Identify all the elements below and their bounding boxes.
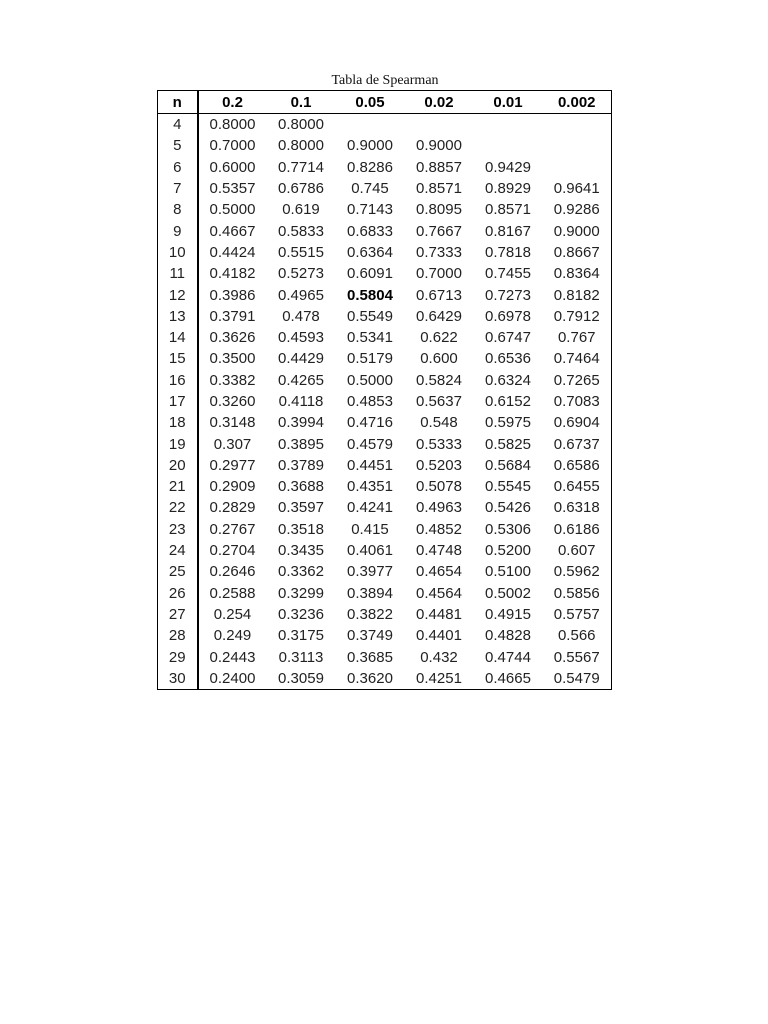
- critical-value-cell: 0.5515: [278, 243, 324, 261]
- critical-value-cell: 0.4748: [416, 542, 462, 560]
- critical-value-cell: 0.6586: [553, 456, 600, 474]
- critical-value-cell: 0.9000: [416, 137, 462, 155]
- critical-value-cell: 0.745: [351, 180, 389, 198]
- critical-value-cell: 0.249: [213, 627, 252, 645]
- critical-value-cell: [543, 135, 612, 156]
- critical-value-cell: 0.3626: [209, 329, 256, 347]
- critical-value-cell: 0.4265: [278, 371, 324, 389]
- critical-value-cell: 0.5962: [553, 563, 600, 581]
- critical-value-cell: 0.5567: [553, 648, 600, 666]
- row-n-cell: 22: [158, 497, 198, 518]
- critical-value-cell: 0.4241: [347, 499, 393, 517]
- row-n-cell: 18: [158, 412, 198, 433]
- critical-value-cell: 0.5825: [485, 435, 531, 453]
- critical-value-cell: 0.8571: [485, 201, 531, 219]
- table-row: [158, 306, 612, 327]
- critical-value-cell: 0.2646: [209, 563, 256, 581]
- critical-value-cell: 0.5357: [209, 180, 256, 198]
- critical-value-cell: 0.622: [420, 329, 458, 347]
- critical-value-cell: 0.4667: [209, 222, 256, 240]
- header-cell-n: n: [158, 91, 198, 114]
- critical-value-cell: 0.548: [420, 414, 458, 432]
- critical-value-cell: 0.5824: [416, 371, 462, 389]
- critical-value-cell: 0.4654: [416, 563, 462, 581]
- critical-value-cell: 0.8857: [416, 158, 462, 176]
- critical-value-cell: 0.4061: [347, 542, 393, 560]
- table-row: [158, 540, 612, 561]
- critical-value-cell: 0.2400: [209, 669, 256, 687]
- critical-value-cell: 0.6978: [485, 307, 531, 325]
- critical-value-cell: 0.9000: [347, 137, 393, 155]
- critical-value-cell: 0.3895: [278, 435, 324, 453]
- critical-value-cell: 0.254: [213, 605, 252, 623]
- header-cell-alpha: 0.05: [336, 91, 405, 114]
- table-row: [158, 497, 612, 518]
- critical-value-cell: 0.5000: [209, 201, 256, 219]
- critical-value-cell: 0.2909: [209, 478, 256, 496]
- critical-value-cell: 0.3986: [209, 286, 256, 304]
- critical-value-cell: [474, 135, 543, 156]
- critical-value-cell: 0.4716: [347, 414, 393, 432]
- critical-value-cell: 0.5479: [553, 669, 600, 687]
- critical-value-cell: 0.4665: [485, 669, 531, 687]
- table-row: [158, 157, 612, 178]
- table-row: [158, 327, 612, 348]
- header-cell-alpha: 0.02: [405, 91, 474, 114]
- table-row: [158, 348, 612, 369]
- critical-value-cell: 0.4429: [278, 350, 324, 368]
- table-row: [158, 284, 612, 305]
- critical-value-cell: 0.3749: [347, 627, 393, 645]
- critical-value-cell: 0.2829: [209, 499, 256, 517]
- table-row: [158, 199, 612, 220]
- critical-value-cell: 0.5333: [416, 435, 462, 453]
- critical-value-cell: 0.6455: [553, 478, 600, 496]
- critical-value-cell: 0.566: [557, 627, 596, 645]
- critical-value-cell: 0.4915: [485, 605, 531, 623]
- highlighted-value-cell: 0.5804: [347, 286, 393, 304]
- critical-value-cell: 0.4963: [416, 499, 462, 517]
- critical-value-cell: 0.7000: [416, 265, 462, 283]
- critical-value-cell: 0.4965: [278, 286, 324, 304]
- critical-value-cell: 0.5203: [416, 456, 462, 474]
- critical-value-cell: 0.6904: [553, 414, 600, 432]
- header-row: [158, 91, 612, 114]
- critical-value-cell: 0.3822: [347, 605, 393, 623]
- critical-value-cell: 0.8167: [485, 222, 531, 240]
- critical-value-cell: 0.7083: [553, 393, 600, 410]
- critical-value-cell: 0.307: [213, 435, 252, 453]
- critical-value-cell: 0.7333: [416, 243, 462, 261]
- header-cell-alpha: 0.1: [267, 91, 336, 114]
- critical-value-cell: 0.3382: [209, 371, 256, 389]
- critical-value-cell: 0.4351: [347, 478, 393, 496]
- critical-value-cell: 0.3688: [278, 478, 324, 496]
- critical-value-cell: 0.3435: [278, 542, 324, 560]
- row-n-cell: 25: [158, 561, 198, 582]
- critical-value-cell: 0.5426: [485, 499, 531, 517]
- critical-value-cell: 0.415: [351, 520, 389, 538]
- critical-value-cell: 0.3620: [347, 669, 393, 687]
- critical-value-cell: 0.7000: [209, 137, 256, 155]
- header-cell-alpha: 0.002: [543, 91, 612, 114]
- critical-value-cell: 0.5100: [485, 563, 531, 581]
- critical-value-cell: 0.3148: [209, 414, 256, 432]
- critical-value-cell: 0.5306: [485, 520, 531, 538]
- critical-value-cell: 0.8929: [485, 180, 531, 198]
- row-n-cell: 17: [158, 391, 198, 412]
- critical-value-cell: 0.3597: [278, 499, 324, 517]
- critical-value-cell: 0.8182: [553, 286, 600, 304]
- critical-value-cell: 0.3500: [209, 350, 256, 368]
- page-title: Tabla de Spearman: [331, 73, 439, 88]
- row-n-cell: 16: [158, 370, 198, 391]
- critical-value-cell: 0.4451: [347, 456, 393, 474]
- critical-value-cell: 0.2588: [209, 584, 256, 602]
- header-cell-alpha: 0.01: [474, 91, 543, 114]
- critical-value-cell: 0.607: [557, 542, 596, 560]
- table-row: [158, 135, 612, 156]
- row-n-cell: 11: [158, 263, 198, 284]
- critical-value-cell: 0.5545: [485, 478, 531, 496]
- critical-value-cell: 0.2977: [209, 456, 256, 474]
- table-row: [158, 263, 612, 284]
- critical-value-cell: 0.6000: [209, 158, 256, 176]
- table-row: [158, 604, 612, 625]
- row-n-cell: 27: [158, 604, 198, 625]
- critical-value-cell: 0.3175: [278, 627, 324, 645]
- critical-value-cell: 0.3994: [278, 414, 324, 432]
- row-n-cell: 29: [158, 646, 198, 667]
- critical-value-cell: 0.7912: [553, 307, 600, 325]
- critical-value-cell: 0.9429: [485, 158, 531, 176]
- critical-value-cell: 0.3299: [278, 584, 324, 602]
- row-n-cell: 5: [158, 135, 198, 156]
- critical-value-cell: [543, 157, 612, 178]
- critical-value-cell: 0.4481: [416, 605, 462, 623]
- row-n-cell: 14: [158, 327, 198, 348]
- critical-value-cell: 0.7143: [347, 201, 393, 219]
- row-n-cell: 23: [158, 519, 198, 540]
- critical-value-cell: 0.5757: [553, 605, 600, 623]
- critical-value-cell: 0.7455: [485, 265, 531, 283]
- row-n-cell: 24: [158, 540, 198, 561]
- row-n-cell: 19: [158, 433, 198, 454]
- critical-value-cell: 0.5856: [553, 584, 600, 602]
- critical-value-cell: 0.6429: [416, 307, 462, 325]
- critical-value-cell: 0.7265: [553, 371, 600, 389]
- table-row: [158, 625, 612, 646]
- spearman-table-container: [157, 90, 611, 690]
- critical-value-cell: 0.2443: [209, 648, 256, 666]
- table-row: [158, 583, 612, 604]
- critical-value-cell: 0.5200: [485, 542, 531, 560]
- critical-value-cell: 0.6536: [485, 350, 531, 368]
- critical-value-cell: 0.5179: [347, 350, 393, 368]
- critical-value-cell: 0.7667: [416, 222, 462, 240]
- critical-value-cell: 0.767: [557, 329, 596, 347]
- critical-value-cell: 0.619: [282, 201, 320, 219]
- critical-value-cell: 0.8095: [416, 201, 462, 219]
- table-row: [158, 370, 612, 391]
- critical-value-cell: 0.8667: [553, 243, 600, 261]
- critical-value-cell: 0.5684: [485, 456, 531, 474]
- critical-value-cell: 0.478: [282, 307, 320, 325]
- row-n-cell: 9: [158, 220, 198, 241]
- row-n-cell: 10: [158, 242, 198, 263]
- critical-value-cell: 0.4251: [416, 669, 462, 687]
- row-n-cell: 26: [158, 583, 198, 604]
- critical-value-cell: 0.6318: [553, 499, 600, 517]
- table-row: [158, 412, 612, 433]
- table-row: [158, 646, 612, 667]
- table-row: [158, 391, 612, 412]
- critical-value-cell: 0.8571: [416, 180, 462, 198]
- critical-value-cell: 0.3791: [209, 307, 256, 325]
- row-n-cell: 12: [158, 284, 198, 305]
- critical-value-cell: 0.4579: [347, 435, 393, 453]
- critical-value-cell: 0.6747: [485, 329, 531, 347]
- critical-value-cell: 0.432: [420, 648, 458, 666]
- critical-value-cell: 0.7464: [553, 350, 600, 368]
- critical-value-cell: [405, 114, 474, 136]
- table-row: [158, 433, 612, 454]
- critical-value-cell: [336, 114, 405, 136]
- critical-value-cell: 0.6786: [278, 180, 324, 198]
- critical-value-cell: 0.4593: [278, 329, 324, 347]
- row-n-cell: 20: [158, 455, 198, 476]
- critical-value-cell: 0.4744: [485, 648, 531, 666]
- critical-value-cell: 0.5637: [416, 393, 462, 410]
- row-n-cell: 28: [158, 625, 198, 646]
- row-n-cell: 13: [158, 306, 198, 327]
- critical-value-cell: 0.6324: [485, 371, 531, 389]
- critical-value-cell: 0.6152: [485, 393, 531, 410]
- critical-value-cell: 0.600: [420, 350, 458, 368]
- critical-value-cell: [543, 114, 612, 136]
- table-row: [158, 561, 612, 582]
- critical-value-cell: 0.9000: [553, 222, 600, 240]
- critical-value-cell: 0.6833: [347, 222, 393, 240]
- critical-value-cell: 0.7714: [278, 158, 324, 176]
- critical-value-cell: 0.5002: [485, 584, 531, 602]
- table-row: [158, 476, 612, 497]
- critical-value-cell: 0.5000: [347, 371, 393, 389]
- header-cell-alpha: 0.2: [198, 91, 267, 114]
- critical-value-cell: 0.5975: [485, 414, 531, 432]
- table-row: [158, 114, 612, 136]
- row-n-cell: 30: [158, 668, 198, 690]
- critical-value-cell: 0.6713: [416, 286, 462, 304]
- row-n-cell: 4: [158, 114, 198, 136]
- critical-value-cell: 0.3789: [278, 456, 324, 474]
- critical-value-cell: 0.6364: [347, 243, 393, 261]
- critical-value-cell: 0.3977: [347, 563, 393, 581]
- critical-value-cell: 0.3894: [347, 584, 393, 602]
- critical-value-cell: 0.4853: [347, 393, 393, 410]
- critical-value-cell: 0.4828: [485, 627, 531, 645]
- critical-value-cell: 0.2767: [209, 520, 256, 538]
- critical-value-cell: 0.7273: [485, 286, 531, 304]
- critical-value-cell: 0.4424: [209, 243, 256, 261]
- critical-value-cell: 0.6091: [347, 265, 393, 283]
- critical-value-cell: 0.5273: [278, 265, 324, 283]
- critical-value-cell: 0.3518: [278, 520, 324, 538]
- row-n-cell: 15: [158, 348, 198, 369]
- critical-value-cell: 0.4401: [416, 627, 462, 645]
- critical-value-cell: 0.5833: [278, 222, 324, 240]
- critical-value-cell: 0.3236: [278, 605, 324, 623]
- critical-value-cell: 0.4118: [278, 393, 324, 410]
- critical-value-cell: 0.5078: [416, 478, 462, 496]
- table-row: [158, 178, 612, 199]
- spearman-table: [157, 90, 612, 690]
- critical-value-cell: 0.8364: [553, 265, 600, 283]
- critical-value-cell: 0.6737: [553, 435, 600, 453]
- critical-value-cell: 0.3685: [347, 648, 393, 666]
- table-row: [158, 668, 612, 690]
- critical-value-cell: 0.9286: [553, 201, 600, 219]
- critical-value-cell: 0.3059: [278, 669, 324, 687]
- critical-value-cell: 0.8000: [278, 137, 324, 155]
- critical-value-cell: 0.3260: [209, 393, 256, 410]
- table-body: [158, 114, 612, 690]
- critical-value-cell: 0.5341: [347, 329, 393, 347]
- critical-value-cell: 0.9641: [553, 180, 600, 198]
- critical-value-cell: 0.4182: [209, 265, 256, 283]
- table-row: [158, 220, 612, 241]
- row-n-cell: 21: [158, 476, 198, 497]
- table-row: [158, 242, 612, 263]
- critical-value-cell: 0.4852: [416, 520, 462, 538]
- critical-value-cell: 0.3362: [278, 563, 324, 581]
- critical-value-cell: [474, 114, 543, 136]
- critical-value-cell: 0.8000: [209, 116, 256, 134]
- critical-value-cell: 0.2704: [209, 542, 256, 560]
- critical-value-cell: 0.6186: [553, 520, 600, 538]
- row-n-cell: 6: [158, 157, 198, 178]
- table-row: [158, 519, 612, 540]
- row-n-cell: 8: [158, 199, 198, 220]
- critical-value-cell: 0.3113: [278, 648, 324, 666]
- critical-value-cell: 0.5549: [347, 307, 393, 325]
- row-n-cell: 7: [158, 178, 198, 199]
- critical-value-cell: 0.4564: [416, 584, 462, 602]
- critical-value-cell: 0.7818: [485, 243, 531, 261]
- table-row: [158, 455, 612, 476]
- critical-value-cell: 0.8286: [347, 158, 393, 176]
- critical-value-cell: 0.8000: [278, 116, 324, 134]
